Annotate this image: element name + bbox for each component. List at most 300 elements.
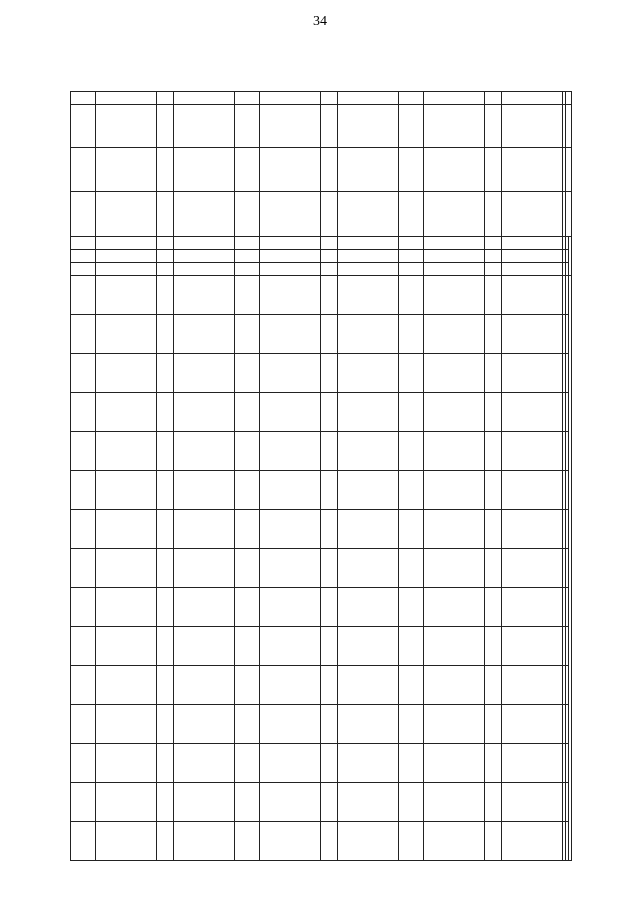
cell-value [338,743,399,782]
header-year [566,353,569,392]
header-year [566,743,569,782]
column-number [563,104,566,147]
cell-index [502,92,563,105]
cell-value [235,353,260,392]
cell-source [338,191,399,236]
cell-value [321,704,338,743]
cell-value [157,782,174,821]
cell-value [338,470,399,509]
cell-value [71,392,96,431]
cell-executor [321,148,338,191]
cell-grbs [424,237,485,250]
cell-value [502,587,563,626]
cell-code [424,250,485,263]
cell-value [424,626,485,665]
cell-value [174,392,235,431]
cell-program [424,104,485,147]
cell-value [96,821,157,860]
cell-code [321,263,338,276]
cell-value [424,548,485,587]
cell-value [157,315,174,354]
cell-value [321,392,338,431]
table-row [157,92,174,861]
cell-value [174,743,235,782]
cell-value [321,626,338,665]
header-program [566,104,572,147]
cell-value [96,509,157,548]
cell-executor [502,148,563,191]
cell-executor [338,148,399,191]
cell-value [235,315,260,354]
cell-grbs [321,237,338,250]
cell-value [338,665,399,704]
cell-value [260,587,321,626]
cell-value [96,276,157,315]
cell-value [157,743,174,782]
header-code [566,237,569,250]
cell-value [71,548,96,587]
cell-value [174,626,235,665]
cell-program [485,104,502,147]
cell-value [71,704,96,743]
cell-value [424,704,485,743]
cell-code [260,250,321,263]
cell-program [502,104,563,147]
table-row [174,92,235,861]
cell-value [502,821,563,860]
column-number [563,470,566,509]
cell-value [260,470,321,509]
header-year [566,392,569,431]
cell-value [174,821,235,860]
cell-value [338,626,399,665]
cell-program [399,104,424,147]
cell-value [174,548,235,587]
cell-value [338,548,399,587]
cell-value [424,665,485,704]
column-number [563,548,566,587]
cell-program [71,104,96,147]
cell-index [96,92,157,105]
cell-program [338,104,399,147]
cell-value [399,431,424,470]
cell-index [338,92,399,105]
cell-value [338,353,399,392]
cell-value [174,509,235,548]
cell-value [157,665,174,704]
cell-value [321,548,338,587]
cell-executor [260,148,321,191]
cell-value [235,276,260,315]
cell-value [260,315,321,354]
cell-value [424,587,485,626]
cell-grbs [71,237,96,250]
cell-value [485,509,502,548]
cell-value [260,276,321,315]
cell-grbs [96,237,157,250]
cell-source [399,191,424,236]
cell-value [71,315,96,354]
header-year [566,704,569,743]
cell-value [321,509,338,548]
column-number [563,148,566,191]
cell-value [485,704,502,743]
cell-value [502,665,563,704]
cell-value [174,276,235,315]
cell-value [399,548,424,587]
header-code [566,263,569,276]
cell-value [485,470,502,509]
cell-value [174,782,235,821]
cell-index [321,92,338,105]
cell-value [338,704,399,743]
cell-value [71,276,96,315]
cell-program [174,104,235,147]
cell-code [174,250,235,263]
cell-source [71,191,96,236]
header-executor [566,148,572,191]
cell-value [235,548,260,587]
header-year [566,509,569,548]
column-number [563,250,566,263]
cell-value [260,509,321,548]
cell-value [71,470,96,509]
cell-program [260,104,321,147]
cell-value [399,782,424,821]
cell-value [157,392,174,431]
header-year [566,821,569,860]
cell-code [399,263,424,276]
cell-value [235,392,260,431]
table-row [321,92,338,861]
cell-value [424,276,485,315]
cell-value [399,392,424,431]
cell-value [338,431,399,470]
cell-value [235,470,260,509]
cell-code [338,263,399,276]
column-number [563,92,566,105]
column-number [563,626,566,665]
column-number [563,782,566,821]
cell-value [174,665,235,704]
cell-value [321,665,338,704]
cell-index [399,92,424,105]
cell-value [235,587,260,626]
cell-value [235,431,260,470]
cell-value [321,353,338,392]
cell-value [338,276,399,315]
cell-value [71,431,96,470]
column-number [563,315,566,354]
cell-value [96,743,157,782]
cell-code [424,263,485,276]
cell-executor [157,148,174,191]
cell-executor [485,148,502,191]
cell-value [96,782,157,821]
column-number [563,237,566,250]
cell-value [157,431,174,470]
cell-value [502,431,563,470]
cell-value [321,276,338,315]
cell-value [71,782,96,821]
table-row [399,92,424,861]
table-row [502,92,563,861]
cell-code [71,250,96,263]
cell-code [174,263,235,276]
cell-value [485,392,502,431]
header-year [566,276,569,315]
cell-value [321,431,338,470]
cell-source [174,191,235,236]
cell-code [96,263,157,276]
table-row [235,92,260,861]
header-source [566,191,572,236]
cell-code [485,250,502,263]
cell-value [174,431,235,470]
cell-value [321,587,338,626]
column-number-row [563,92,566,861]
cell-value [485,626,502,665]
cell-value [338,509,399,548]
cell-value [485,821,502,860]
table-row [424,92,485,861]
cell-value [424,509,485,548]
cell-executor [235,148,260,191]
cell-grbs [260,237,321,250]
cell-value [71,821,96,860]
cell-program [235,104,260,147]
cell-value [260,353,321,392]
column-number [563,743,566,782]
cell-value [174,470,235,509]
cell-value [502,626,563,665]
table-row [71,92,96,861]
cell-code [338,250,399,263]
cell-value [157,276,174,315]
table-row [338,92,399,861]
document-title [582,105,594,845]
cell-index [174,92,235,105]
header-costs-group [569,276,572,861]
cell-code [260,263,321,276]
cell-value [399,626,424,665]
cell-value [96,704,157,743]
cell-value [260,431,321,470]
cell-value [485,782,502,821]
header-year [566,470,569,509]
cell-value [399,665,424,704]
cell-value [96,548,157,587]
cell-source [485,191,502,236]
cell-value [338,821,399,860]
cell-value [399,704,424,743]
cell-value [424,470,485,509]
cell-value [399,509,424,548]
cell-program [321,104,338,147]
cell-executor [424,148,485,191]
cell-value [235,704,260,743]
cell-index [71,92,96,105]
table-body [71,92,563,861]
cell-value [485,743,502,782]
cell-value [502,743,563,782]
cell-value [157,626,174,665]
cell-value [235,509,260,548]
cell-index [157,92,174,105]
cell-value [235,665,260,704]
cell-value [502,509,563,548]
table-row [260,92,321,861]
cell-value [235,743,260,782]
cell-value [260,743,321,782]
cell-code [321,250,338,263]
cell-code [96,250,157,263]
cell-value [485,431,502,470]
cell-value [157,509,174,548]
cell-source [260,191,321,236]
header-code [566,250,569,263]
cell-value [260,626,321,665]
header-year [566,626,569,665]
cell-value [157,587,174,626]
header-row-1 [569,92,572,861]
cell-value [71,665,96,704]
cell-value [502,782,563,821]
cell-executor [71,148,96,191]
cell-grbs [338,237,399,250]
column-number [563,191,566,236]
cell-value [424,353,485,392]
cell-value [321,315,338,354]
landscape-content [160,85,640,865]
cell-value [399,743,424,782]
cell-value [485,548,502,587]
cell-value [502,276,563,315]
cell-value [157,548,174,587]
cell-source [321,191,338,236]
cell-grbs [235,237,260,250]
cell-value [399,276,424,315]
cell-value [260,821,321,860]
cell-code [157,250,174,263]
cell-source [424,191,485,236]
cell-value [424,392,485,431]
cell-value [96,431,157,470]
cell-value [174,587,235,626]
cell-code [399,250,424,263]
cell-value [485,665,502,704]
cell-value [71,626,96,665]
cell-value [260,392,321,431]
resource-table [70,91,572,861]
cell-value [157,470,174,509]
cell-value [338,782,399,821]
cell-value [485,276,502,315]
cell-value [260,704,321,743]
cell-source [157,191,174,236]
cell-value [424,821,485,860]
cell-executor [399,148,424,191]
cell-value [157,704,174,743]
cell-value [235,782,260,821]
cell-value [71,587,96,626]
cell-value [399,315,424,354]
column-number [563,704,566,743]
column-number [563,821,566,860]
cell-value [502,392,563,431]
cell-value [71,509,96,548]
cell-value [260,548,321,587]
cell-value [399,821,424,860]
cell-value [96,587,157,626]
table-row [485,92,502,861]
cell-code [157,263,174,276]
cell-value [424,782,485,821]
appendix-block [570,85,640,865]
cell-executor [174,148,235,191]
header-index [566,92,572,105]
cell-value [260,782,321,821]
cell-code [235,263,260,276]
page-number: 34 [313,14,327,29]
header-year [566,782,569,821]
cell-index [260,92,321,105]
cell-grbs [502,237,563,250]
header-year [566,548,569,587]
cell-value [157,353,174,392]
header-year [566,431,569,470]
column-number [563,392,566,431]
cell-value [338,587,399,626]
cell-value [321,821,338,860]
cell-value [485,315,502,354]
column-number [563,276,566,315]
cell-source [235,191,260,236]
table-row [96,92,157,861]
cell-value [502,353,563,392]
cell-source [502,191,563,236]
cell-value [174,704,235,743]
cell-index [485,92,502,105]
cell-value [96,353,157,392]
cell-value [174,353,235,392]
cell-value [399,587,424,626]
cell-grbs [485,237,502,250]
cell-value [157,821,174,860]
cell-source [96,191,157,236]
cell-grbs [174,237,235,250]
cell-value [71,743,96,782]
cell-value [502,315,563,354]
cell-index [235,92,260,105]
column-number [563,353,566,392]
cell-value [96,392,157,431]
cell-code [485,263,502,276]
cell-value [321,782,338,821]
cell-code [502,263,563,276]
cell-value [424,431,485,470]
cell-value [235,626,260,665]
cell-value [321,470,338,509]
cell-value [260,665,321,704]
cell-value [174,315,235,354]
column-number [563,509,566,548]
cell-value [96,626,157,665]
cell-value [424,743,485,782]
cell-index [424,92,485,105]
cell-value [485,353,502,392]
cell-executor [96,148,157,191]
